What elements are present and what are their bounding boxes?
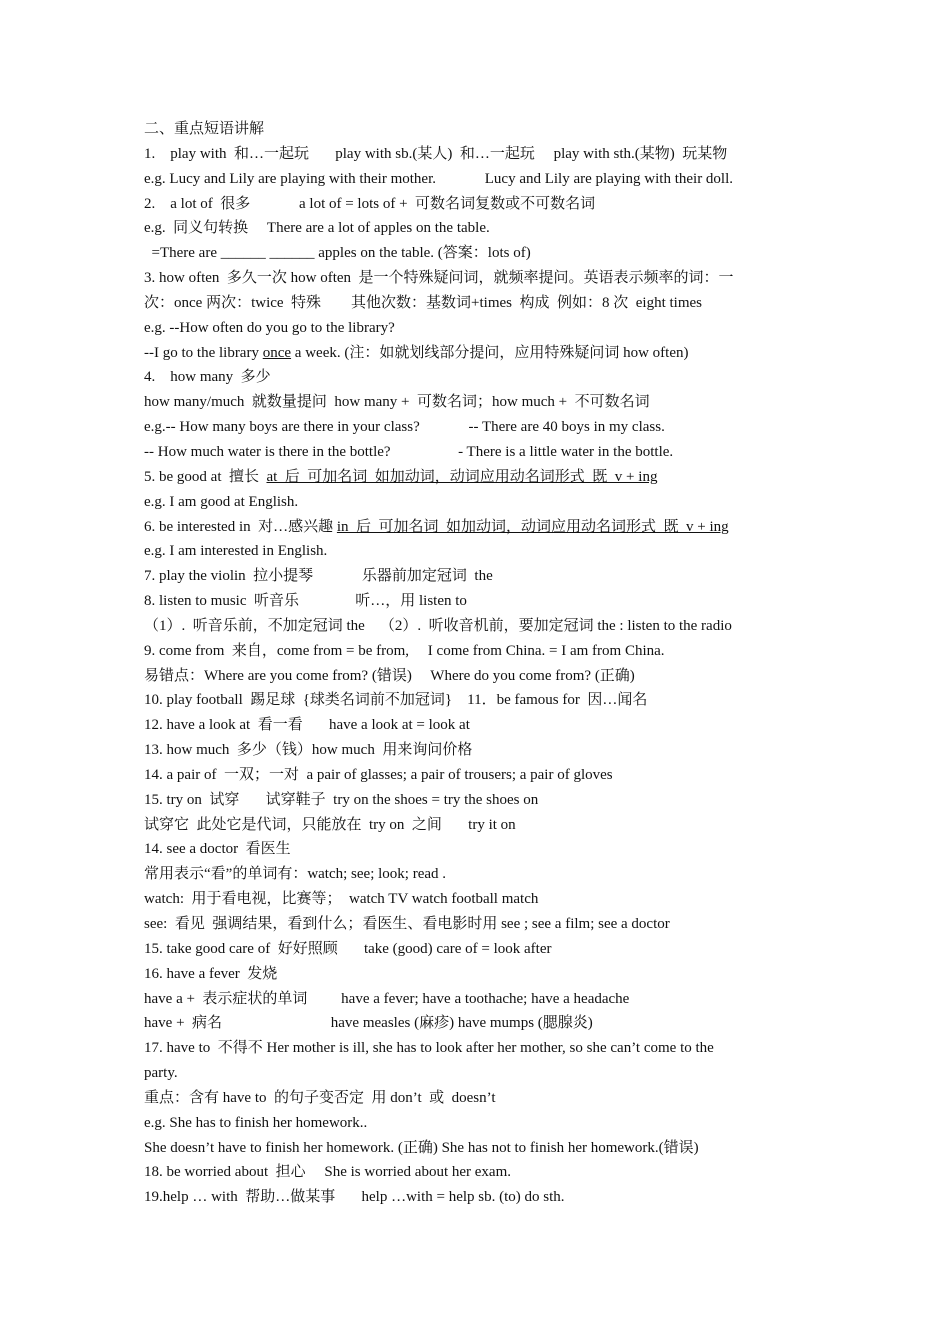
text-line — [144, 614, 814, 639]
text-line — [144, 1061, 814, 1086]
text-line — [144, 192, 814, 217]
text-line — [144, 1111, 814, 1136]
text-segment: how many/much 就数量提问 how many + 可数名词；how much + 不可数名词 — [144, 394, 650, 411]
text-line — [144, 713, 814, 738]
text-line — [144, 837, 814, 862]
text-line — [144, 266, 814, 291]
text-line — [144, 465, 814, 490]
document-body — [144, 117, 814, 1210]
text-segment: 5. be good at 擅长 — [144, 468, 267, 485]
text-line — [144, 1036, 814, 1061]
text-line — [144, 539, 814, 564]
underlined-text: at 后 可加名词 如加动词，动词应用动名词形式 既 v + ing — [266, 468, 658, 485]
text-segment: 19.help … with 帮助…做某事 help …with = help sb. (to) do sth. — [144, 1189, 565, 1206]
text-line — [144, 515, 814, 540]
text-segment: e.g. She has to finish her homework.. — [144, 1114, 368, 1131]
text-segment: 15. take good care of 好好照顾 take (good) care of = look after — [144, 940, 552, 957]
text-segment: 试穿它 此处它是代词，只能放在 try on 之间 try it on — [144, 816, 516, 833]
text-line — [144, 688, 814, 713]
text-line — [144, 415, 814, 440]
text-line — [144, 1086, 814, 1111]
text-line — [144, 962, 814, 987]
text-line — [144, 341, 814, 366]
text-line — [144, 887, 814, 912]
text-segment: e.g. I am interested in English. — [144, 543, 328, 560]
text-segment: party. — [144, 1065, 178, 1082]
text-segment: 次：once 两次：twice 特殊 其他次数：基数词+times 构成 例如：8 次 eight times — [144, 294, 702, 311]
text-segment: 重点：含有 have to 的句子变否定 用 don’t 或 doesn’t — [144, 1089, 496, 1106]
text-line — [144, 738, 814, 763]
text-segment: 4. how many 多少 — [144, 369, 271, 386]
text-line — [144, 1011, 814, 1036]
text-line — [144, 1160, 814, 1185]
text-line — [144, 862, 814, 887]
text-segment: 2. a lot of 很多 a lot of = lots of + 可数名词复数或不可数名词 — [144, 195, 596, 212]
text-segment: 9. come from 来自，come from = be from, I come from China. = I am from China. — [144, 642, 665, 659]
text-segment: 6. be interested in 对…感兴趣 — [144, 518, 337, 535]
text-segment: watch: 用于看电视，比赛等； watch TV watch football match — [144, 891, 539, 908]
text-segment: 1. play with 和…一起玩 play with sb.(某人) 和…一起玩 play with sth.(某物) 玩某物 — [144, 145, 728, 162]
text-segment: e.g. 同义句转换 There are a lot of apples on the table. — [144, 220, 490, 237]
text-segment: 二、重点短语讲解 — [144, 121, 265, 137]
underlined-text: once — [262, 344, 292, 361]
text-line — [144, 1136, 814, 1161]
text-segment: e.g. Lucy and Lily are playing with their mother. Lucy and Lily are playing with their doll. — [144, 170, 734, 187]
text-segment: have a + 表示症状的单词 have a fever; have a toothache; have a headache — [144, 990, 630, 1007]
text-segment: 16. have a fever 发烧 — [144, 965, 278, 982]
text-segment: 13. how much 多少（钱）how much 用来询问价格 — [144, 742, 473, 759]
text-line — [144, 1185, 814, 1210]
text-segment: （1）. 听音乐前，不加定冠词 the （2）. 听收音机前，要加定冠词 the : listen to the radio — [144, 617, 732, 634]
text-line — [144, 216, 814, 241]
text-line — [144, 813, 814, 838]
text-line — [144, 291, 814, 316]
text-segment: 7. play the violin 拉小提琴 乐器前加定冠词 the — [144, 568, 493, 585]
text-line — [144, 142, 814, 167]
text-line — [144, 937, 814, 962]
text-segment: e.g. I am good at English. — [144, 493, 299, 510]
text-line — [144, 440, 814, 465]
text-segment: have + 病名 have measles (麻疹) have mumps (腮腺炎) — [144, 1015, 593, 1032]
text-segment: 15. try on 试穿 试穿鞋子 try on the shoes = try the shoes on — [144, 791, 539, 808]
text-segment: 8. listen to music 听音乐 听…，用 listen to — [144, 593, 467, 610]
underlined-text: in 后 可加名词 如加动词，动词应用动名词形式 既 v + ing — [336, 518, 729, 535]
text-segment: 17. have to 不得不 Her mother is ill, she has to look after her mother, so she can’t come to the — [144, 1040, 714, 1057]
text-segment: 常用表示“看”的单词有：watch; see; look; read . — [144, 866, 447, 883]
section-heading — [144, 117, 814, 142]
text-line — [144, 365, 814, 390]
text-line — [144, 763, 814, 788]
text-line — [144, 912, 814, 937]
text-line — [144, 639, 814, 664]
text-segment: -- How much water is there in the bottle? - There is a little water in the bottle. — [144, 443, 674, 460]
text-line — [144, 167, 814, 192]
text-line — [144, 241, 814, 266]
text-line — [144, 788, 814, 813]
text-segment: 10. play football 踢足球 {球类名词前不加冠词} 11．be famous for 因…闻名 — [144, 692, 648, 709]
text-segment: =There are ______ ______ apples on the table. (答案：lots of) — [144, 245, 531, 262]
text-segment: see: 看见 强调结果，看到什么；看医生、看电影时用 see ; see a film; see a doctor — [144, 916, 670, 932]
text-line — [144, 564, 814, 589]
text-segment: e.g.-- How many boys are there in your class? -- There are 40 boys in my class. — [144, 419, 665, 436]
text-segment: She doesn’t have to finish her homework. (正确) She has not to finish her homework.(错误) — [144, 1139, 699, 1156]
text-segment: 易错点：Where are you come from? (错误) Where do you come from? (正确) — [144, 667, 635, 684]
text-segment: 3. how often 多久一次 how often 是一个特殊疑问词，就频率提问。英语表示频率的词：一 — [144, 270, 734, 287]
text-segment: 18. be worried about 担心 She is worried about her exam. — [144, 1164, 511, 1181]
text-line — [144, 490, 814, 515]
text-line — [144, 390, 814, 415]
text-line — [144, 316, 814, 341]
text-line — [144, 987, 814, 1012]
text-segment: 14. see a doctor 看医生 — [144, 841, 291, 858]
text-segment: a week. (注：如就划线部分提问，应用特殊疑问词 how often) — [291, 344, 689, 361]
text-segment: 14. a pair of 一双；一对 a pair of glasses; a pair of trousers; a pair of gloves — [144, 766, 613, 783]
text-segment: --I go to the library — [144, 344, 263, 361]
text-line — [144, 664, 814, 689]
text-segment: e.g. --How often do you go to the library? — [144, 319, 395, 336]
text-segment: 12. have a look at 看一看 have a look at = look at — [144, 717, 470, 734]
text-line — [144, 589, 814, 614]
